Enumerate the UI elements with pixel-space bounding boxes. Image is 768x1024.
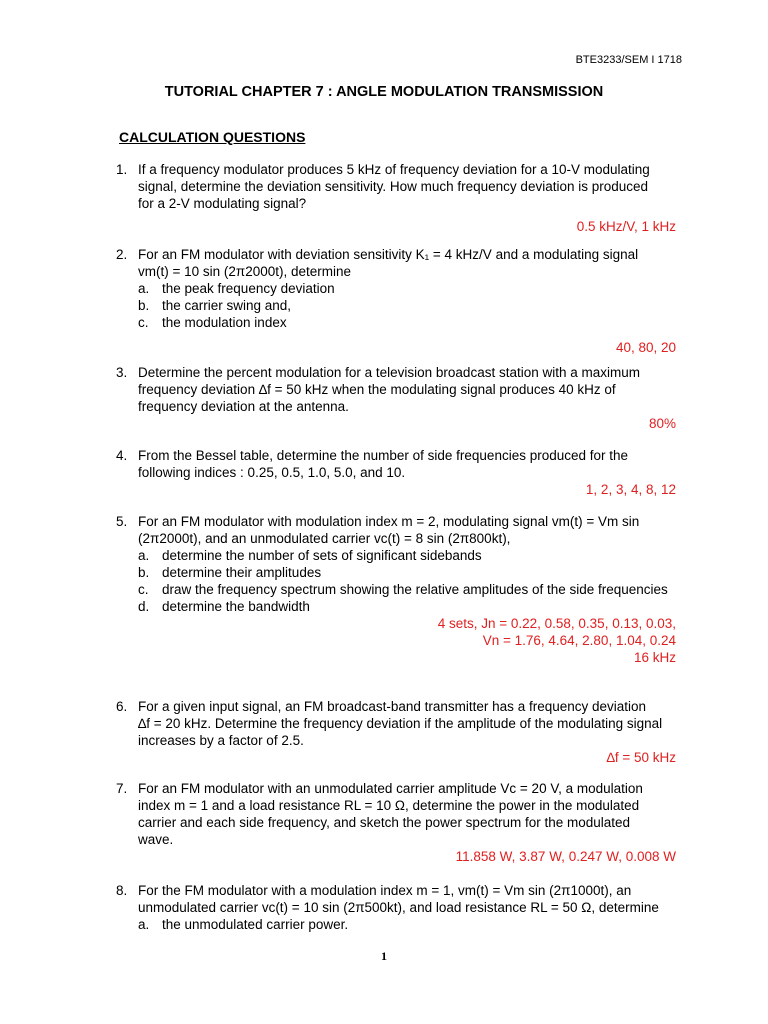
sub-item (138, 547, 676, 564)
course-code: BTE3233/SEM I 1718 (575, 54, 682, 66)
sub-text: draw the frequency spectrum showing the relative amplitudes of the side frequencies (162, 582, 668, 597)
sub-label: b. (138, 298, 150, 313)
answer (116, 749, 676, 766)
question-4 (116, 447, 676, 498)
question-line: For an FM modulator with deviation sensitivity K₁ = 4 kHz/V and a modulating signal (138, 247, 639, 262)
question-line: following indices : 0.25, 0.5, 1.0, 5.0, and 10. (138, 465, 406, 480)
answer-line: ∆f = 50 kHz (606, 750, 676, 765)
question-3 (116, 364, 676, 432)
question-line: wave. (138, 832, 174, 847)
question-2 (116, 246, 676, 356)
answer-line: Vn = 1.76, 4.64, 2.80, 1.04, 0.24 (482, 633, 676, 648)
question-line: signal, determine the deviation sensitivity. How much frequency deviation is produced (138, 179, 649, 194)
section-title: CALCULATION QUESTIONS (119, 129, 306, 145)
question-1 (116, 161, 676, 235)
answer (116, 415, 676, 432)
question-number: 2. (116, 247, 128, 262)
question-line: index m = 1 and a load resistance RL = 10 Ω, determine the power in the modulated (138, 798, 640, 813)
answer-line: 16 kHz (633, 650, 676, 665)
sub-text: the peak frequency deviation (162, 281, 335, 296)
answer (116, 615, 676, 666)
sub-item (138, 916, 676, 933)
question-line: frequency deviation at the antenna. (138, 399, 349, 414)
page-title: TUTORIAL CHAPTER 7 : ANGLE MODULATION TRANSMISSION (164, 84, 604, 100)
question-line: ∆f = 20 kHz. Determine the frequency deviation if the amplitude of the modulating signal (138, 716, 663, 731)
answer-line: 80% (648, 416, 676, 431)
question-line: increases by a factor of 2.5. (138, 733, 304, 748)
sub-text: the modulation index (162, 315, 287, 330)
question-7 (116, 780, 676, 865)
answer-line: 11.858 W, 3.87 W, 0.247 W, 0.008 W (455, 849, 676, 864)
sub-item (138, 314, 676, 331)
question-line: For a given input signal, an FM broadcast-band transmitter has a frequency deviation (138, 699, 647, 714)
sub-label: b. (138, 565, 150, 580)
sub-item (138, 297, 676, 314)
sub-item (138, 598, 676, 615)
page-number: 1 (381, 949, 387, 963)
question-6 (116, 698, 676, 766)
question-5 (116, 513, 676, 666)
question-line: vm(t) = 10 sin (2π2000t), determine (138, 264, 352, 279)
question-number: 4. (116, 448, 128, 463)
question-number: 8. (116, 883, 128, 898)
sub-label: c. (138, 582, 149, 597)
question-line: for a 2-V modulating signal? (138, 196, 307, 211)
question-line: If a frequency modulator produces 5 kHz of frequency deviation for a 10-V modulating (138, 162, 650, 177)
question-line: For an FM modulator with an unmodulated carrier amplitude Vc = 20 V, a modulation (138, 781, 643, 796)
question-number: 6. (116, 699, 128, 714)
sub-text: determine the bandwidth (162, 599, 310, 614)
question-line: frequency deviation ∆f = 50 kHz when the modulating signal produces 40 kHz of (138, 382, 616, 397)
sub-text: the unmodulated carrier power. (162, 917, 349, 932)
question-number: 5. (116, 514, 128, 529)
question-number: 7. (116, 781, 128, 796)
question-line: From the Bessel table, determine the number of side frequencies produced for the (138, 448, 629, 463)
sub-text: determine the number of sets of significant sidebands (162, 548, 482, 563)
answer (116, 339, 676, 356)
answer-line: 1, 2, 3, 4, 8, 12 (585, 482, 676, 497)
sub-label: a. (138, 548, 150, 563)
answer (116, 481, 676, 498)
question-line: unmodulated carrier vc(t) = 10 sin (2π500kt), and load resistance RL = 50 Ω, determine (138, 900, 659, 915)
sub-item (138, 280, 676, 297)
answer-line: 0.5 kHz/V, 1 kHz (576, 219, 676, 234)
sub-label: a. (138, 917, 150, 932)
sub-item (138, 564, 676, 581)
question-line: carrier and each side frequency, and sketch the power spectrum for the modulated (138, 815, 631, 830)
sub-label: a. (138, 281, 150, 296)
question-8 (116, 882, 676, 933)
sub-label: d. (138, 599, 150, 614)
sub-item (138, 581, 676, 598)
question-number: 3. (116, 365, 128, 380)
sub-text: determine their amplitudes (162, 565, 322, 580)
question-number: 1. (116, 162, 128, 177)
question-line: Determine the percent modulation for a television broadcast station with a maximum (138, 365, 640, 380)
answer-line: 40, 80, 20 (615, 340, 676, 355)
question-line: For an FM modulator with modulation index m = 2, modulating signal vm(t) = Vm sin (138, 514, 640, 529)
answer-line: 4 sets, Jn = 0.22, 0.58, 0.35, 0.13, 0.03, (437, 616, 676, 631)
answer (116, 848, 676, 865)
question-line: For the FM modulator with a modulation index m = 1, vm(t) = Vm sin (2π1000t), an (138, 883, 632, 898)
sub-label: c. (138, 315, 149, 330)
answer (116, 218, 676, 235)
question-line: (2π2000t), and an unmodulated carrier vc(t) = 8 sin (2π800kt), (138, 531, 511, 546)
sub-text: the carrier swing and, (162, 298, 292, 313)
